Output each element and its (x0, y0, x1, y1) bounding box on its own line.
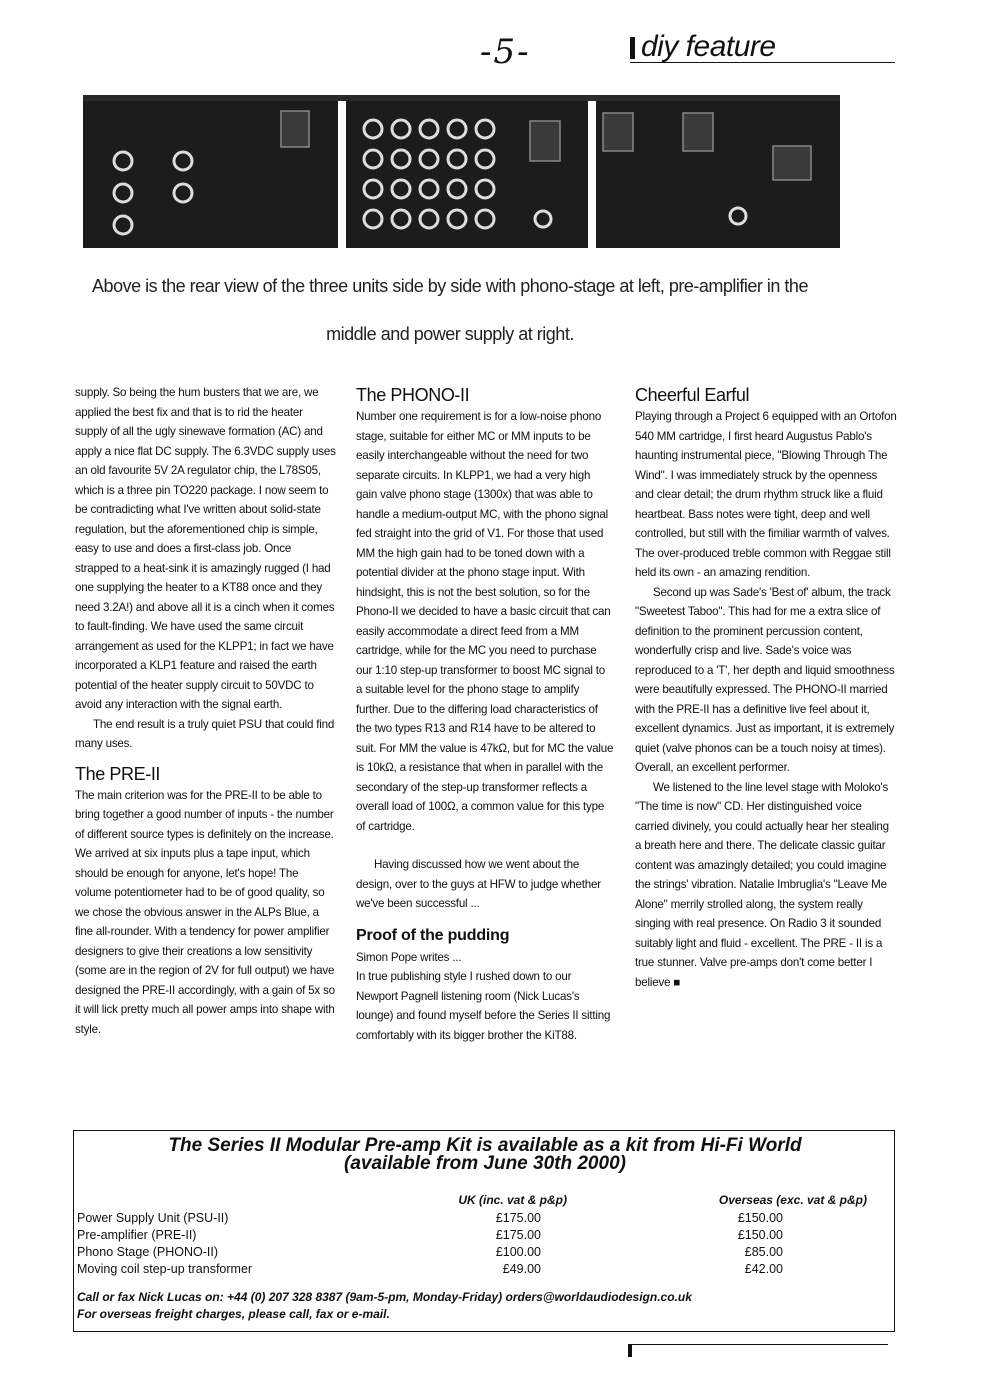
overseas-price: £42.00 (744, 1261, 783, 1276)
table-row (77, 1260, 877, 1277)
item-column-header (77, 1191, 407, 1209)
photo-caption (80, 262, 820, 358)
col2-paragraph-3: In true publishing style I rushed down to our Newport Pagnell listening room (Nick Lucas's lounge) and found myself before the Series II sitting comfortably with its bigger brother the KiT88. (356, 970, 611, 1042)
footer-rule (628, 1344, 888, 1355)
heading-cheerful-earful: Cheerful Earful (635, 385, 750, 405)
col1-paragraph-3: The main criterion was for the PRE-II to be able to bring together a good number of inputs - the number of different source types is definitely on the increase. We arrived at six inputs plus a tape input, which should be enough for anyone, let's hope! The volume potentiometer had to be of good quality, so we chose the obvious answer in the ALPs Blue, a fine all-rounder. With a tendency for power amplifier designers to give their creations a low sensitivity (some are in the region of 2V for full output) we have designed the PRE-II accordingly, with a gain of 5x so it will lick pretty much all power amps into shape with style. (75, 788, 335, 1036)
uk-price: £49.00 (502, 1261, 541, 1276)
heading-proof: Proof of the pudding (356, 926, 510, 944)
item-name: Phono Stage (PHONO-II) (77, 1244, 219, 1259)
overseas-column-header: Overseas (exc. vat & p&p) (718, 1193, 867, 1207)
col2-paragraph-1: Number one requirement is for a low-noise phono stage, suitable for either MC or MM inputs to be easily interchangeable without the need for two separate circuits. In KLPP1, we had a very high gain valve phono stage (1300x) that was able to handle a medium-output MC, with the phono signal fed straight into the grid of V1. For those that used MM the high gain had to be toned down with a potential divider at the phono stage input. With hindsight, this is not the best solution, so for the Phono-II we decided to have a basic circuit that can easily accommodate a direct feed from a MM cartridge, while for the MC you need to purchase our 1:10 step-up transformer to boost MC signal to a suitable level for the phono stage to amplify further. Due to the differing load characteristics of the two types R13 and R14 have to be altered to suit. For MM the value is 47kΩ, but for MC the value is 10kΩ, a resistance that when in parallel with the secondary of the step-up transformer reflects a overall load of 100Ω, a common value for this type of cartridge. (356, 410, 614, 833)
col3-paragraph-3 (635, 778, 897, 993)
product-photo (83, 95, 840, 248)
item-name: Moving coil step-up transformer (77, 1261, 253, 1276)
section-header (630, 30, 895, 63)
price-table-header (77, 1191, 877, 1209)
byline: Simon Pope writes ... (356, 950, 462, 964)
offer-title-line-2: (available from June 30th 2000) (344, 1153, 626, 1174)
uk-price: £175.00 (495, 1227, 541, 1242)
section-bar-icon (630, 37, 635, 59)
uk-price: £100.00 (495, 1244, 541, 1259)
col3-paragraph-1: Playing through a Project 6 equipped with an Ortofon 540 MM cartridge, I first heard Augustus Pablo's haunting instrumental piece, "Blowing Through The Wind". I was immediately struck by the openness and clear detail; the drum rhythm struck like a fluid heartbeat. Bass notes were tight, deep and well controlled, but still with the fimiliar warmth of valves. The over-produced treble common with Reggae still held its own - an amazing rendition. (635, 410, 897, 579)
offer-title-line-1: The Series II Modular Pre-amp Kit is available as a kit from Hi-Fi World (168, 1135, 802, 1156)
col2-paragraph-2: Having discussed how we went about the design, over to the guys at HFW to judge whether we've been successful ... (356, 858, 601, 910)
table-row (77, 1226, 877, 1243)
overseas-price: £150.00 (737, 1210, 783, 1225)
contact-line-2: For overseas freight charges, please call, fax or e-mail. (77, 1307, 390, 1321)
contact-info (77, 1289, 692, 1323)
column-1 (75, 383, 337, 1039)
contact-line-1: Call or fax Nick Lucas on: +44 (0) 207 328 8387 (9am-5-pm, Monday-Friday) orders@worldaudiodesign.co.uk (77, 1290, 692, 1304)
heading-phono-ii: The PHONO-II (356, 385, 470, 405)
overseas-price: £150.00 (737, 1227, 783, 1242)
overseas-price: £85.00 (744, 1244, 783, 1259)
uk-column-header: UK (inc. vat & p&p) (458, 1193, 567, 1207)
footer-bar-icon (628, 1345, 632, 1357)
caption-line-1: Above is the rear view of the three units side by side with phono-stage at left, pre-amplifier in the (92, 276, 808, 296)
col1-paragraph-2: The end result is a truly quiet PSU that could find many uses. (75, 717, 335, 750)
item-name: Pre-amplifier (PRE-II) (77, 1227, 197, 1242)
caption-line-2: middle and power supply at right. (326, 324, 574, 344)
uk-price: £175.00 (495, 1210, 541, 1225)
page-number: -5- (480, 32, 531, 72)
rear-panel-illustration (83, 101, 840, 248)
offer-title (74, 1137, 896, 1173)
end-mark-icon: ■ (673, 975, 681, 989)
column-2 (356, 383, 614, 1045)
table-row (77, 1209, 877, 1226)
heading-pre-ii: The PRE-II (75, 763, 161, 784)
item-name: Power Supply Unit (PSU-II) (77, 1210, 229, 1225)
col3-paragraph-2: Second up was Sade's 'Best of' album, the track "Sweetest Taboo". This had for me a extra slice of definition to the prominent percussion content, wonderfully crisp and live. Sade's voice was reproduced to a 'T', her depth and liquid smoothness were beautifully expressed. The PHONO-II married with the PRE-II has a definitive live feel about it, excellent dynamics. Just as important, it is extremely quiet (valve phonos can be a touch noisy at times). Overall, an excellent performer. (635, 585, 895, 774)
column-3 (635, 383, 897, 992)
col3-paragraph-3-text: We listened to the line level stage with Moloko's "The time is now" CD. Her distinguished voice carried divinely, you could actually hear her stealing a breath here and there. The delicate classic guitar content was amazingly detailed; you could imagine the strings' vibration. Natalie Imbruglia's "Leave Me Alone" merrily strolled along, the system really singing with real presence. On Radio 3 it sounded suitably light and fluid - excellent. The PRE - II is a true stunner. Valve pre-amps don't come better I believe (635, 780, 889, 989)
section-title: diy feature (641, 30, 776, 63)
col1-paragraph-1: supply. So being the hum busters that we are, we applied the best fix and that is to rid the heater supply of all the ugly sinewave formation (AC) and apply a nice flat DC supply. The 6.3VDC supply uses an old favourite 5V 2A regulator chip, the L78S05, which is a three pin TO220 package. I now seem to be contradicting what I've written about solid-state regulation, but the aforementioned chip is simple, easy to use and does a first-class job. Once strapped to a heat-sink it is amazingly rugged (I had one supplying the heater to a KT88 once and they need 3.2A!) and above all it is a cinch when it comes to fault-finding. We have used the same circuit arrangement as used for the KLPP1; in fact we have incorporated a KLP1 feature and raised the earth potential of the heater supply circuit to 50VDC to avoid any interaction with the signal earth. (75, 386, 336, 711)
price-table (77, 1191, 877, 1277)
offer-box (73, 1130, 895, 1332)
table-row (77, 1243, 877, 1260)
